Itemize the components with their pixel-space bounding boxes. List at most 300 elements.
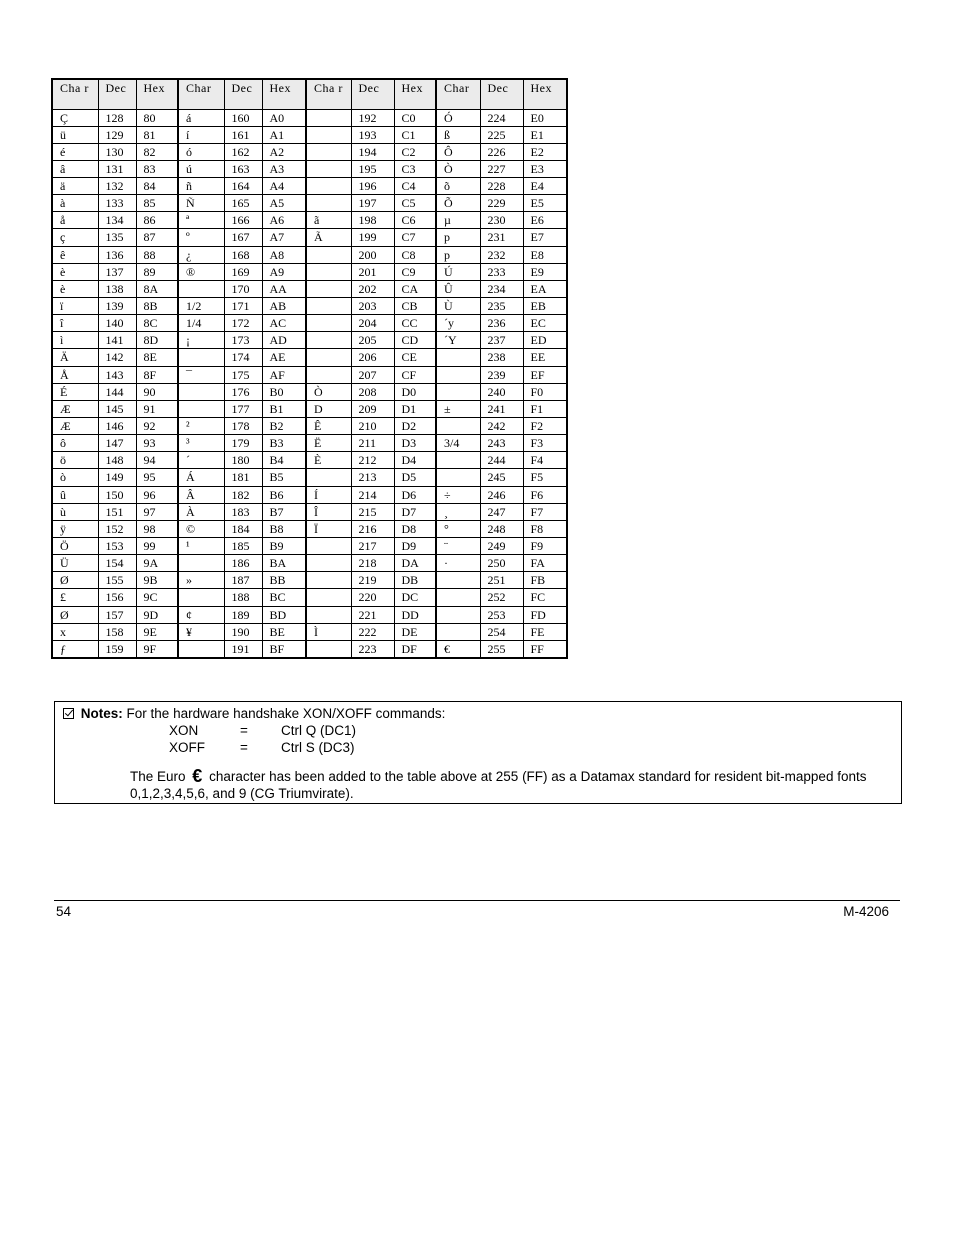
notes-label: Notes: [80, 706, 123, 721]
table-cell: 208 [351, 383, 394, 400]
table-cell: É [52, 383, 98, 400]
table-cell: Ó [436, 109, 480, 126]
command-equals: = [240, 723, 248, 738]
table-row [52, 195, 567, 212]
table-cell [436, 606, 480, 623]
table-cell: ä [52, 178, 98, 195]
table-cell: 9A [136, 555, 178, 572]
table-cell: BE [262, 623, 306, 640]
table-cell: 250 [480, 555, 523, 572]
table-cell: EC [523, 315, 567, 332]
table-cell: 183 [224, 503, 262, 520]
table-cell: 3/4 [436, 435, 480, 452]
table-cell: 155 [98, 572, 136, 589]
table-cell: 218 [351, 555, 394, 572]
table-cell: CD [394, 332, 436, 349]
table-cell: ± [436, 400, 480, 417]
table-cell: ó [178, 143, 224, 160]
table-cell: 151 [98, 503, 136, 520]
table-cell: ¸ [436, 503, 480, 520]
table-cell: x [52, 623, 98, 640]
table-cell: E3 [523, 160, 567, 177]
table-cell: D2 [394, 418, 436, 435]
table-cell: E1 [523, 126, 567, 143]
table-cell: 8E [136, 349, 178, 366]
euro-note [130, 768, 896, 802]
table-cell: 8A [136, 280, 178, 297]
table-row [52, 366, 567, 383]
table-cell [306, 143, 351, 160]
table-cell: EA [523, 280, 567, 297]
table-row [52, 212, 567, 229]
table-cell: 174 [224, 349, 262, 366]
table-cell: å [52, 212, 98, 229]
table-cell: 172 [224, 315, 262, 332]
table-cell: 220 [351, 589, 394, 606]
table-row [52, 280, 567, 297]
table-cell: 99 [136, 538, 178, 555]
table-cell: 133 [98, 195, 136, 212]
column-header: Hex [394, 79, 436, 109]
table-cell: F1 [523, 400, 567, 417]
table-cell: 254 [480, 623, 523, 640]
table-cell: C5 [394, 195, 436, 212]
table-cell: ¢ [178, 606, 224, 623]
table-cell: ú [178, 160, 224, 177]
table-cell: » [178, 572, 224, 589]
table-cell [178, 589, 224, 606]
column-header: Dec [351, 79, 394, 109]
column-header: Hex [136, 79, 178, 109]
table-cell: 188 [224, 589, 262, 606]
table-cell: 215 [351, 503, 394, 520]
table-cell: ² [178, 418, 224, 435]
table-cell: E2 [523, 143, 567, 160]
table-cell: CE [394, 349, 436, 366]
table-cell [306, 178, 351, 195]
table-cell: 98 [136, 520, 178, 537]
table-cell: 143 [98, 366, 136, 383]
table-cell: ED [523, 332, 567, 349]
notes-intro-line [63, 705, 445, 722]
table-cell [178, 383, 224, 400]
table-cell: EB [523, 298, 567, 315]
table-cell [178, 280, 224, 297]
table-cell: 145 [98, 400, 136, 417]
table-cell: ü [52, 126, 98, 143]
table-cell: 203 [351, 298, 394, 315]
table-cell: A3 [262, 160, 306, 177]
table-cell: È [306, 452, 351, 469]
table-cell: FB [523, 572, 567, 589]
table-cell: FF [523, 640, 567, 658]
table-row [52, 349, 567, 366]
table-cell: 130 [98, 143, 136, 160]
euro-note-after: character has been added to the table above at 255 (FF) as a Datamax standard for resident bit-mapped fonts 0,1,2,3,4,5,6, and 9 (CG Triumvirate). [130, 769, 867, 801]
column-header: Dec [224, 79, 262, 109]
table-cell: A4 [262, 178, 306, 195]
table-cell: 154 [98, 555, 136, 572]
footer-divider [54, 900, 900, 901]
table-cell: 170 [224, 280, 262, 297]
table-cell: C1 [394, 126, 436, 143]
table-cell: í [178, 126, 224, 143]
table-cell: 167 [224, 229, 262, 246]
table-cell: C2 [394, 143, 436, 160]
table-cell: ° [436, 520, 480, 537]
table-cell: 86 [136, 212, 178, 229]
table-cell: Ò [436, 160, 480, 177]
table-row [52, 246, 567, 263]
table-cell: 88 [136, 246, 178, 263]
table-cell: DF [394, 640, 436, 658]
table-cell [436, 589, 480, 606]
table-cell: 195 [351, 160, 394, 177]
table-cell: Ù [436, 298, 480, 315]
table-cell [306, 606, 351, 623]
table-cell: 196 [351, 178, 394, 195]
table-cell: 169 [224, 263, 262, 280]
table-cell: 216 [351, 520, 394, 537]
table-cell: F3 [523, 435, 567, 452]
table-cell: A7 [262, 229, 306, 246]
table-cell: 152 [98, 520, 136, 537]
table-cell: FA [523, 555, 567, 572]
table-cell [306, 246, 351, 263]
table-cell: C3 [394, 160, 436, 177]
table-cell: F6 [523, 486, 567, 503]
table-cell: û [52, 486, 98, 503]
table-cell: 206 [351, 349, 394, 366]
table-cell: Õ [436, 195, 480, 212]
table-cell: D4 [394, 452, 436, 469]
table-cell: ò [52, 469, 98, 486]
table-cell: A1 [262, 126, 306, 143]
table-cell: B2 [262, 418, 306, 435]
table-cell: 162 [224, 143, 262, 160]
table-cell: á [178, 109, 224, 126]
table-cell: 8F [136, 366, 178, 383]
table-cell: CF [394, 366, 436, 383]
table-cell: Ï [306, 520, 351, 537]
table-cell: 84 [136, 178, 178, 195]
table-cell: 246 [480, 486, 523, 503]
table-cell: 198 [351, 212, 394, 229]
table-cell: 128 [98, 109, 136, 126]
table-cell: 232 [480, 246, 523, 263]
table-cell: 210 [351, 418, 394, 435]
table-cell [306, 555, 351, 572]
table-cell: E4 [523, 178, 567, 195]
column-header: Char [178, 79, 224, 109]
character-code-table [51, 78, 568, 659]
table-cell: 223 [351, 640, 394, 658]
table-cell: BC [262, 589, 306, 606]
table-cell: Ø [52, 606, 98, 623]
table-cell: AD [262, 332, 306, 349]
table-cell: 92 [136, 418, 178, 435]
table-row [52, 486, 567, 503]
table-cell: 91 [136, 400, 178, 417]
table-cell: F5 [523, 469, 567, 486]
command-value: Ctrl S (DC3) [281, 740, 355, 755]
table-cell: 149 [98, 469, 136, 486]
table-cell: DB [394, 572, 436, 589]
table-cell: ´ [178, 452, 224, 469]
table-cell: 236 [480, 315, 523, 332]
table-cell: 193 [351, 126, 394, 143]
table-cell [306, 160, 351, 177]
table-cell: 81 [136, 126, 178, 143]
table-cell: F0 [523, 383, 567, 400]
table-cell: 240 [480, 383, 523, 400]
table-cell: D9 [394, 538, 436, 555]
table-cell: F7 [523, 503, 567, 520]
table-row [52, 606, 567, 623]
table-cell: F8 [523, 520, 567, 537]
table-cell: Ü [52, 555, 98, 572]
table-cell: Ô [436, 143, 480, 160]
table-cell: DE [394, 623, 436, 640]
table-cell: € [436, 640, 480, 658]
table-cell: 89 [136, 263, 178, 280]
table-cell: C7 [394, 229, 436, 246]
table-cell: D7 [394, 503, 436, 520]
table-cell: EF [523, 366, 567, 383]
table-cell: 214 [351, 486, 394, 503]
checkbox-checked-icon [63, 708, 74, 719]
column-header: Char [436, 79, 480, 109]
table-cell: 213 [351, 469, 394, 486]
table-cell: ƒ [52, 640, 98, 658]
table-cell: 251 [480, 572, 523, 589]
table-cell: 150 [98, 486, 136, 503]
table-cell: 178 [224, 418, 262, 435]
table-cell: B6 [262, 486, 306, 503]
table-cell: Ö [52, 538, 98, 555]
table-cell: ¡ [178, 332, 224, 349]
table-cell: 132 [98, 178, 136, 195]
table-cell: 137 [98, 263, 136, 280]
table-cell: 233 [480, 263, 523, 280]
table-cell: 199 [351, 229, 394, 246]
table-cell: 253 [480, 606, 523, 623]
table-cell [178, 349, 224, 366]
table-cell: Ä [52, 349, 98, 366]
table-cell: ã [306, 212, 351, 229]
table-cell: º [178, 229, 224, 246]
table-cell: 200 [351, 246, 394, 263]
table-cell [436, 349, 480, 366]
table-cell: p [436, 229, 480, 246]
euro-note-before: The Euro [130, 769, 186, 784]
table-cell [306, 332, 351, 349]
table-cell: ÿ [52, 520, 98, 537]
table-cell: E6 [523, 212, 567, 229]
table-cell: 8C [136, 315, 178, 332]
table-cell: 181 [224, 469, 262, 486]
table-cell [436, 623, 480, 640]
table-cell: 158 [98, 623, 136, 640]
table-cell: 140 [98, 315, 136, 332]
table-cell: ï [52, 298, 98, 315]
table-cell: 166 [224, 212, 262, 229]
table-cell: B7 [262, 503, 306, 520]
table-cell: 182 [224, 486, 262, 503]
table-cell [306, 109, 351, 126]
table-cell [306, 315, 351, 332]
table-cell: 248 [480, 520, 523, 537]
table-header-row [52, 79, 567, 109]
table-cell: Ç [52, 109, 98, 126]
table-cell: ¨ [436, 538, 480, 555]
table-cell: 173 [224, 332, 262, 349]
table-cell: µ [436, 212, 480, 229]
table-row [52, 383, 567, 400]
command-equals: = [240, 740, 248, 755]
table-cell: 85 [136, 195, 178, 212]
table-cell: 241 [480, 400, 523, 417]
table-cell: 228 [480, 178, 523, 195]
command-name: XOFF [169, 740, 205, 755]
table-cell: 231 [480, 229, 523, 246]
table-row [52, 109, 567, 126]
table-cell: 138 [98, 280, 136, 297]
table-cell [436, 572, 480, 589]
table-cell: 201 [351, 263, 394, 280]
column-header: Hex [523, 79, 567, 109]
table-cell: 153 [98, 538, 136, 555]
table-cell: 131 [98, 160, 136, 177]
table-cell: 192 [351, 109, 394, 126]
table-cell: 176 [224, 383, 262, 400]
table-cell: 204 [351, 315, 394, 332]
table-cell: © [178, 520, 224, 537]
table-row [52, 178, 567, 195]
table-cell: 141 [98, 332, 136, 349]
table-cell: C4 [394, 178, 436, 195]
table-cell: ù [52, 503, 98, 520]
table-cell: Ë [306, 435, 351, 452]
table-cell: D6 [394, 486, 436, 503]
column-header: Dec [98, 79, 136, 109]
table-cell: 1/4 [178, 315, 224, 332]
table-cell [178, 400, 224, 417]
table-cell: 237 [480, 332, 523, 349]
table-cell: ê [52, 246, 98, 263]
table-cell: 171 [224, 298, 262, 315]
column-header: Dec [480, 79, 523, 109]
table-cell: AF [262, 366, 306, 383]
document-number: M-4206 [843, 904, 889, 919]
notes-intro: For the hardware handshake XON/XOFF commands: [126, 706, 446, 721]
table-cell [306, 298, 351, 315]
table-cell: 179 [224, 435, 262, 452]
table-cell: 9C [136, 589, 178, 606]
table-cell: 190 [224, 623, 262, 640]
table-cell: 255 [480, 640, 523, 658]
table-row [52, 589, 567, 606]
table-cell [306, 195, 351, 212]
table-cell: FD [523, 606, 567, 623]
table-cell: 9D [136, 606, 178, 623]
table-row [52, 469, 567, 486]
table-cell: 157 [98, 606, 136, 623]
table-row [52, 640, 567, 658]
table-cell: õ [436, 178, 480, 195]
table-cell: Æ [52, 418, 98, 435]
table-cell: C6 [394, 212, 436, 229]
table-cell [306, 469, 351, 486]
table-cell: ´Y [436, 332, 480, 349]
table-cell: ¥ [178, 623, 224, 640]
table-row [52, 520, 567, 537]
table-cell: C8 [394, 246, 436, 263]
table-cell: 82 [136, 143, 178, 160]
table-cell: AA [262, 280, 306, 297]
table-cell: ´y [436, 315, 480, 332]
table-cell: CB [394, 298, 436, 315]
table-cell: 97 [136, 503, 178, 520]
table-cell: B3 [262, 435, 306, 452]
table-cell: 135 [98, 229, 136, 246]
table-cell: DC [394, 589, 436, 606]
table-cell: 252 [480, 589, 523, 606]
table-cell: p [436, 246, 480, 263]
table-cell: 209 [351, 400, 394, 417]
table-cell: 244 [480, 452, 523, 469]
table-row [52, 452, 567, 469]
table-cell: Î [306, 503, 351, 520]
table-row [52, 538, 567, 555]
table-cell: ¿ [178, 246, 224, 263]
table-cell: B5 [262, 469, 306, 486]
table-row [52, 555, 567, 572]
table-cell: è [52, 263, 98, 280]
table-cell: BB [262, 572, 306, 589]
table-cell [306, 640, 351, 658]
table-row [52, 572, 567, 589]
table-cell: B8 [262, 520, 306, 537]
table-cell: E9 [523, 263, 567, 280]
table-cell: DD [394, 606, 436, 623]
table-cell: 8D [136, 332, 178, 349]
table-cell: B4 [262, 452, 306, 469]
table-cell: 197 [351, 195, 394, 212]
table-cell: DA [394, 555, 436, 572]
table-cell: 222 [351, 623, 394, 640]
table-cell: · [436, 555, 480, 572]
table-cell: 146 [98, 418, 136, 435]
table-cell: F4 [523, 452, 567, 469]
table-cell: 217 [351, 538, 394, 555]
table-cell: Å [52, 366, 98, 383]
column-header: Cha r [306, 79, 351, 109]
table-cell: Ò [306, 383, 351, 400]
table-cell: CA [394, 280, 436, 297]
table-cell: D0 [394, 383, 436, 400]
table-cell: BD [262, 606, 306, 623]
table-cell: 230 [480, 212, 523, 229]
table-cell: 93 [136, 435, 178, 452]
table-cell: Ê [306, 418, 351, 435]
table-cell: E5 [523, 195, 567, 212]
table-cell: 83 [136, 160, 178, 177]
table-cell: ì [52, 332, 98, 349]
table-cell: 245 [480, 469, 523, 486]
table-cell: 202 [351, 280, 394, 297]
table-cell: 242 [480, 418, 523, 435]
